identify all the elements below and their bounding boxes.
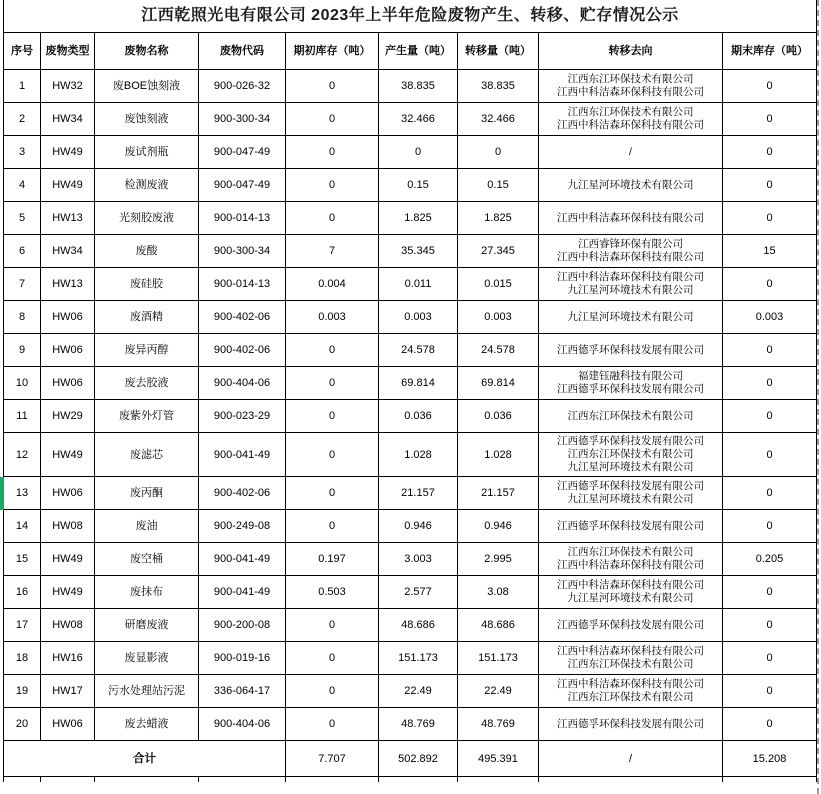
cell-transferred: 3.08 bbox=[458, 576, 539, 609]
destination-company: / bbox=[629, 145, 632, 158]
cell-final-stock: 0 bbox=[723, 169, 817, 202]
cell-produced: 69.814 bbox=[379, 367, 458, 400]
cell-produced: 0.036 bbox=[379, 400, 458, 433]
cell-initial-stock: 0 bbox=[286, 367, 379, 400]
cell-waste-code: 900-300-34 bbox=[199, 235, 286, 268]
cell-produced: 2.577 bbox=[379, 576, 458, 609]
cell-transferred: 0.15 bbox=[458, 169, 539, 202]
total-label: 合计 bbox=[4, 741, 286, 777]
destination-company: 江西德孚环保科技发展有限公司 bbox=[557, 343, 704, 356]
cell-serial-no: 7 bbox=[4, 268, 41, 301]
cell-produced: 1.825 bbox=[379, 202, 458, 235]
cutoff-grid-cell bbox=[199, 777, 286, 783]
cell-waste-type: HW08 bbox=[41, 510, 95, 543]
destination-company: 江西东江环保技术有限公司 bbox=[567, 409, 694, 422]
total-final: 15.208 bbox=[723, 741, 817, 777]
cell-final-stock: 0 bbox=[723, 477, 817, 510]
cell-waste-code: 900-023-29 bbox=[199, 400, 286, 433]
cell-waste-name: 废油 bbox=[95, 510, 199, 543]
table-row-9 bbox=[4, 334, 817, 367]
cell-destination bbox=[539, 576, 723, 609]
cell-serial-no: 9 bbox=[4, 334, 41, 367]
cell-destination bbox=[539, 136, 723, 169]
cutoff-grid-cell bbox=[458, 777, 539, 783]
cell-final-stock: 0 bbox=[723, 103, 817, 136]
column-header-0: 序号 bbox=[4, 33, 41, 70]
column-header-1: 废物类型 bbox=[41, 33, 95, 70]
cell-transferred: 32.466 bbox=[458, 103, 539, 136]
cell-final-stock: 0.205 bbox=[723, 543, 817, 576]
cell-produced: 24.578 bbox=[379, 334, 458, 367]
cell-waste-code: 900-019-16 bbox=[199, 642, 286, 675]
cell-serial-no: 13 bbox=[4, 477, 41, 510]
cell-waste-name: 废丙酮 bbox=[95, 477, 199, 510]
cell-destination bbox=[539, 510, 723, 543]
cell-destination bbox=[539, 543, 723, 576]
destination-company: 江西德孚环保科技发展有限公司 bbox=[557, 383, 704, 395]
cell-waste-code: 900-404-06 bbox=[199, 708, 286, 741]
cell-waste-type: HW16 bbox=[41, 642, 95, 675]
cell-initial-stock: 0 bbox=[286, 642, 379, 675]
destination-company: 江西中科洁森环保科技有限公司 bbox=[557, 271, 704, 283]
page-break-dashed-line bbox=[817, 0, 819, 794]
cell-produced: 3.003 bbox=[379, 543, 458, 576]
cell-final-stock: 0 bbox=[723, 334, 817, 367]
cell-serial-no: 12 bbox=[4, 433, 41, 477]
page-title: 江西乾照光电有限公司 2023年上半年危险废物产生、转移、贮存情况公示 bbox=[4, 0, 817, 33]
cell-transferred: 21.157 bbox=[458, 477, 539, 510]
destination-company: 江西东江环保技术有限公司 bbox=[567, 658, 694, 670]
cell-waste-code: 900-402-06 bbox=[199, 477, 286, 510]
destination-company: 江西德孚环保科技发展有限公司 bbox=[557, 435, 704, 447]
cell-produced: 38.835 bbox=[379, 70, 458, 103]
table-row-10 bbox=[4, 367, 817, 400]
cell-produced: 48.769 bbox=[379, 708, 458, 741]
cell-serial-no: 2 bbox=[4, 103, 41, 136]
cell-final-stock: 0 bbox=[723, 642, 817, 675]
cell-final-stock: 0 bbox=[723, 136, 817, 169]
cell-transferred: 151.173 bbox=[458, 642, 539, 675]
cell-destination bbox=[539, 169, 723, 202]
cell-waste-name: 废抹布 bbox=[95, 576, 199, 609]
cell-destination bbox=[539, 433, 723, 477]
destination-company: 江西德孚环保科技发展有限公司 bbox=[557, 618, 704, 631]
cell-waste-code: 900-041-49 bbox=[199, 543, 286, 576]
destination-company: 江西中科洁森环保科技有限公司 bbox=[557, 211, 704, 224]
cell-waste-name: 废去蜡液 bbox=[95, 708, 199, 741]
cell-initial-stock: 7 bbox=[286, 235, 379, 268]
cell-waste-name: 废紫外灯管 bbox=[95, 400, 199, 433]
table-row-14 bbox=[4, 510, 817, 543]
destination-company: 九江星河环境技术有限公司 bbox=[567, 493, 694, 505]
cell-initial-stock: 0 bbox=[286, 202, 379, 235]
cutoff-grid-cell bbox=[539, 777, 723, 783]
cell-final-stock: 0 bbox=[723, 400, 817, 433]
cell-waste-type: HW06 bbox=[41, 367, 95, 400]
cell-produced: 35.345 bbox=[379, 235, 458, 268]
table-row-20 bbox=[4, 708, 817, 741]
column-header-3: 废物代码 bbox=[199, 33, 286, 70]
cell-transferred: 48.769 bbox=[458, 708, 539, 741]
column-header-6: 转移量（吨） bbox=[458, 33, 539, 70]
cell-transferred: 0.036 bbox=[458, 400, 539, 433]
table-row-4 bbox=[4, 169, 817, 202]
cell-waste-name: 检测废液 bbox=[95, 169, 199, 202]
cell-produced: 0.15 bbox=[379, 169, 458, 202]
cell-transferred: 1.825 bbox=[458, 202, 539, 235]
cell-destination bbox=[539, 675, 723, 708]
cell-serial-no: 10 bbox=[4, 367, 41, 400]
table-row-16 bbox=[4, 576, 817, 609]
cell-waste-code: 900-402-06 bbox=[199, 301, 286, 334]
cell-serial-no: 5 bbox=[4, 202, 41, 235]
table-row-8 bbox=[4, 301, 817, 334]
cell-final-stock: 0.003 bbox=[723, 301, 817, 334]
cell-final-stock: 0 bbox=[723, 367, 817, 400]
cell-initial-stock: 0.503 bbox=[286, 576, 379, 609]
column-header-2: 废物名称 bbox=[95, 33, 199, 70]
total-destination: / bbox=[539, 741, 723, 777]
cell-waste-name: 废酸 bbox=[95, 235, 199, 268]
column-header-7: 转移去向 bbox=[539, 33, 723, 70]
table-row-17 bbox=[4, 609, 817, 642]
total-produced: 502.892 bbox=[379, 741, 458, 777]
cell-destination bbox=[539, 70, 723, 103]
cell-waste-code: 900-047-49 bbox=[199, 169, 286, 202]
cell-transferred: 24.578 bbox=[458, 334, 539, 367]
cell-waste-type: HW17 bbox=[41, 675, 95, 708]
cell-waste-name: 污水处理站污泥 bbox=[95, 675, 199, 708]
cell-waste-type: HW32 bbox=[41, 70, 95, 103]
cutoff-grid-cell bbox=[95, 777, 199, 783]
cell-initial-stock: 0 bbox=[286, 433, 379, 477]
cell-waste-type: HW06 bbox=[41, 477, 95, 510]
cell-destination bbox=[539, 235, 723, 268]
cell-produced: 0.946 bbox=[379, 510, 458, 543]
destination-company: 九江星河环境技术有限公司 bbox=[567, 284, 694, 296]
cell-waste-name: 废硅胶 bbox=[95, 268, 199, 301]
cell-waste-code: 900-249-08 bbox=[199, 510, 286, 543]
cell-destination bbox=[539, 334, 723, 367]
destination-company: 江西东江环保技术有限公司 bbox=[567, 691, 694, 703]
cell-serial-no: 16 bbox=[4, 576, 41, 609]
destination-company: 江西中科洁森环保科技有限公司 bbox=[557, 678, 704, 690]
destination-company: 江西东江环保技术有限公司 bbox=[567, 73, 694, 85]
cell-initial-stock: 0.004 bbox=[286, 268, 379, 301]
table-row-15 bbox=[4, 543, 817, 576]
cell-serial-no: 17 bbox=[4, 609, 41, 642]
cell-initial-stock: 0 bbox=[286, 675, 379, 708]
cell-final-stock: 0 bbox=[723, 675, 817, 708]
cell-transferred: 38.835 bbox=[458, 70, 539, 103]
cell-produced: 1.028 bbox=[379, 433, 458, 477]
cell-final-stock: 0 bbox=[723, 510, 817, 543]
cell-final-stock: 0 bbox=[723, 433, 817, 477]
cell-serial-no: 15 bbox=[4, 543, 41, 576]
destination-company: 九江星河环境技术有限公司 bbox=[567, 310, 694, 323]
cell-transferred: 48.686 bbox=[458, 609, 539, 642]
cell-waste-code: 336-064-17 bbox=[199, 675, 286, 708]
destination-company: 江西东江环保技术有限公司 bbox=[567, 106, 694, 118]
cell-serial-no: 14 bbox=[4, 510, 41, 543]
cell-destination bbox=[539, 400, 723, 433]
cell-produced: 48.686 bbox=[379, 609, 458, 642]
cell-destination bbox=[539, 642, 723, 675]
table-row-1 bbox=[4, 70, 817, 103]
cell-destination bbox=[539, 708, 723, 741]
cutoff-grid-cell bbox=[286, 777, 379, 783]
cell-initial-stock: 0 bbox=[286, 708, 379, 741]
cell-waste-code: 900-404-06 bbox=[199, 367, 286, 400]
cell-waste-type: HW13 bbox=[41, 268, 95, 301]
cell-initial-stock: 0.003 bbox=[286, 301, 379, 334]
cell-waste-code: 900-014-13 bbox=[199, 268, 286, 301]
cell-produced: 0.003 bbox=[379, 301, 458, 334]
cell-initial-stock: 0 bbox=[286, 477, 379, 510]
cell-waste-code: 900-300-34 bbox=[199, 103, 286, 136]
cell-destination bbox=[539, 367, 723, 400]
cell-transferred: 22.49 bbox=[458, 675, 539, 708]
cell-destination bbox=[539, 268, 723, 301]
destination-company: 江西东江环保技术有限公司 bbox=[567, 546, 694, 558]
table-header-row bbox=[4, 33, 817, 70]
cell-final-stock: 0 bbox=[723, 576, 817, 609]
cell-serial-no: 8 bbox=[4, 301, 41, 334]
column-header-8: 期末库存（吨） bbox=[723, 33, 817, 70]
table-row-6 bbox=[4, 235, 817, 268]
column-header-5: 产生量（吨） bbox=[379, 33, 458, 70]
destination-company: 九江星河环境技术有限公司 bbox=[567, 592, 694, 604]
cutoff-grid-cell bbox=[4, 777, 41, 783]
cell-transferred: 27.345 bbox=[458, 235, 539, 268]
cell-waste-type: HW34 bbox=[41, 103, 95, 136]
cell-waste-name: 废酒精 bbox=[95, 301, 199, 334]
cell-initial-stock: 0 bbox=[286, 169, 379, 202]
destination-company: 江西中科洁森环保科技有限公司 bbox=[557, 645, 704, 657]
cell-final-stock: 0 bbox=[723, 609, 817, 642]
cell-waste-name: 废滤芯 bbox=[95, 433, 199, 477]
cell-serial-no: 1 bbox=[4, 70, 41, 103]
cell-destination bbox=[539, 202, 723, 235]
cell-waste-code: 900-402-06 bbox=[199, 334, 286, 367]
cell-produced: 0.011 bbox=[379, 268, 458, 301]
cell-final-stock: 0 bbox=[723, 708, 817, 741]
table-row-18 bbox=[4, 642, 817, 675]
cell-initial-stock: 0 bbox=[286, 70, 379, 103]
cell-waste-name: 光刻胶废液 bbox=[95, 202, 199, 235]
cell-waste-name: 废蚀刻液 bbox=[95, 103, 199, 136]
table-row-3 bbox=[4, 136, 817, 169]
destination-company: 江西睿锋环保有限公司 bbox=[578, 238, 683, 250]
cell-final-stock: 0 bbox=[723, 268, 817, 301]
destination-company: 江西德孚环保科技发展有限公司 bbox=[557, 519, 704, 532]
cell-waste-type: HW49 bbox=[41, 433, 95, 477]
table-row-13 bbox=[4, 477, 817, 510]
destination-company: 江西中科洁森环保科技有限公司 bbox=[557, 251, 704, 263]
cell-serial-no: 20 bbox=[4, 708, 41, 741]
cell-waste-type: HW49 bbox=[41, 136, 95, 169]
cell-initial-stock: 0 bbox=[286, 103, 379, 136]
cell-produced: 32.466 bbox=[379, 103, 458, 136]
cell-transferred: 1.028 bbox=[458, 433, 539, 477]
table-row-19 bbox=[4, 675, 817, 708]
cell-waste-type: HW29 bbox=[41, 400, 95, 433]
cell-waste-name: 废BOE蚀刻液 bbox=[95, 70, 199, 103]
table-row-5 bbox=[4, 202, 817, 235]
destination-company: 江西中科洁森环保科技有限公司 bbox=[557, 119, 704, 131]
cell-waste-type: HW49 bbox=[41, 543, 95, 576]
destination-company: 江西中科洁森环保科技有限公司 bbox=[557, 86, 704, 98]
cell-initial-stock: 0.197 bbox=[286, 543, 379, 576]
cutoff-grid-cell bbox=[379, 777, 458, 783]
cell-waste-type: HW49 bbox=[41, 169, 95, 202]
cell-serial-no: 4 bbox=[4, 169, 41, 202]
cell-transferred: 2.995 bbox=[458, 543, 539, 576]
total-transferred: 495.391 bbox=[458, 741, 539, 777]
cell-waste-type: HW06 bbox=[41, 334, 95, 367]
destination-company: 九江星河环境技术有限公司 bbox=[567, 461, 694, 473]
destination-company: 福建钰融科技有限公司 bbox=[578, 370, 683, 382]
cell-waste-name: 研磨废液 bbox=[95, 609, 199, 642]
cell-transferred: 0.015 bbox=[458, 268, 539, 301]
hazardous-waste-table bbox=[3, 0, 817, 782]
table-row-7 bbox=[4, 268, 817, 301]
cell-transferred: 0.003 bbox=[458, 301, 539, 334]
cell-waste-code: 900-026-32 bbox=[199, 70, 286, 103]
row-selection-marker bbox=[0, 477, 4, 510]
cell-waste-type: HW49 bbox=[41, 576, 95, 609]
cell-waste-name: 废异丙醇 bbox=[95, 334, 199, 367]
cell-waste-code: 900-014-13 bbox=[199, 202, 286, 235]
total-row bbox=[4, 741, 817, 777]
cell-waste-type: HW06 bbox=[41, 301, 95, 334]
cell-initial-stock: 0 bbox=[286, 510, 379, 543]
cell-destination bbox=[539, 103, 723, 136]
cell-waste-name: 废去胶液 bbox=[95, 367, 199, 400]
cell-serial-no: 3 bbox=[4, 136, 41, 169]
cell-waste-name: 废试剂瓶 bbox=[95, 136, 199, 169]
destination-company: 江西德孚环保科技发展有限公司 bbox=[557, 717, 704, 730]
cutoff-grid-cell bbox=[41, 777, 95, 783]
cell-initial-stock: 0 bbox=[286, 136, 379, 169]
cell-waste-code: 900-041-49 bbox=[199, 433, 286, 477]
cell-waste-type: HW06 bbox=[41, 708, 95, 741]
cell-final-stock: 15 bbox=[723, 235, 817, 268]
destination-company: 江西中科洁森环保科技有限公司 bbox=[557, 579, 704, 591]
cell-serial-no: 6 bbox=[4, 235, 41, 268]
cell-transferred: 0 bbox=[458, 136, 539, 169]
cell-serial-no: 19 bbox=[4, 675, 41, 708]
cell-initial-stock: 0 bbox=[286, 609, 379, 642]
cell-produced: 22.49 bbox=[379, 675, 458, 708]
cell-final-stock: 0 bbox=[723, 202, 817, 235]
cell-waste-type: HW34 bbox=[41, 235, 95, 268]
cell-serial-no: 11 bbox=[4, 400, 41, 433]
destination-company: 江西东江环保技术有限公司 bbox=[567, 448, 694, 460]
cell-initial-stock: 0 bbox=[286, 400, 379, 433]
cell-transferred: 0.946 bbox=[458, 510, 539, 543]
cell-destination bbox=[539, 609, 723, 642]
cell-produced: 21.157 bbox=[379, 477, 458, 510]
cell-produced: 151.173 bbox=[379, 642, 458, 675]
cell-destination bbox=[539, 477, 723, 510]
cell-waste-name: 废显影液 bbox=[95, 642, 199, 675]
table-row-11 bbox=[4, 400, 817, 433]
destination-company: 江西中科洁森环保科技有限公司 bbox=[557, 559, 704, 571]
cell-produced: 0 bbox=[379, 136, 458, 169]
cell-waste-type: HW08 bbox=[41, 609, 95, 642]
destination-company: 九江星河环境技术有限公司 bbox=[567, 178, 694, 191]
destination-company: 江西德孚环保科技发展有限公司 bbox=[557, 480, 704, 492]
cell-waste-code: 900-041-49 bbox=[199, 576, 286, 609]
cell-transferred: 69.814 bbox=[458, 367, 539, 400]
cell-final-stock: 0 bbox=[723, 70, 817, 103]
cell-destination bbox=[539, 301, 723, 334]
cell-waste-code: 900-200-08 bbox=[199, 609, 286, 642]
column-header-4: 期初库存（吨） bbox=[286, 33, 379, 70]
cutoff-grid-row bbox=[4, 777, 817, 783]
cutoff-grid-cell bbox=[723, 777, 817, 783]
cell-initial-stock: 0 bbox=[286, 334, 379, 367]
table-row-12 bbox=[4, 433, 817, 477]
cell-waste-type: HW13 bbox=[41, 202, 95, 235]
table-row-2 bbox=[4, 103, 817, 136]
title-row bbox=[4, 0, 817, 33]
cell-waste-code: 900-047-49 bbox=[199, 136, 286, 169]
total-initial: 7.707 bbox=[286, 741, 379, 777]
cell-serial-no: 18 bbox=[4, 642, 41, 675]
cell-waste-name: 废空桶 bbox=[95, 543, 199, 576]
